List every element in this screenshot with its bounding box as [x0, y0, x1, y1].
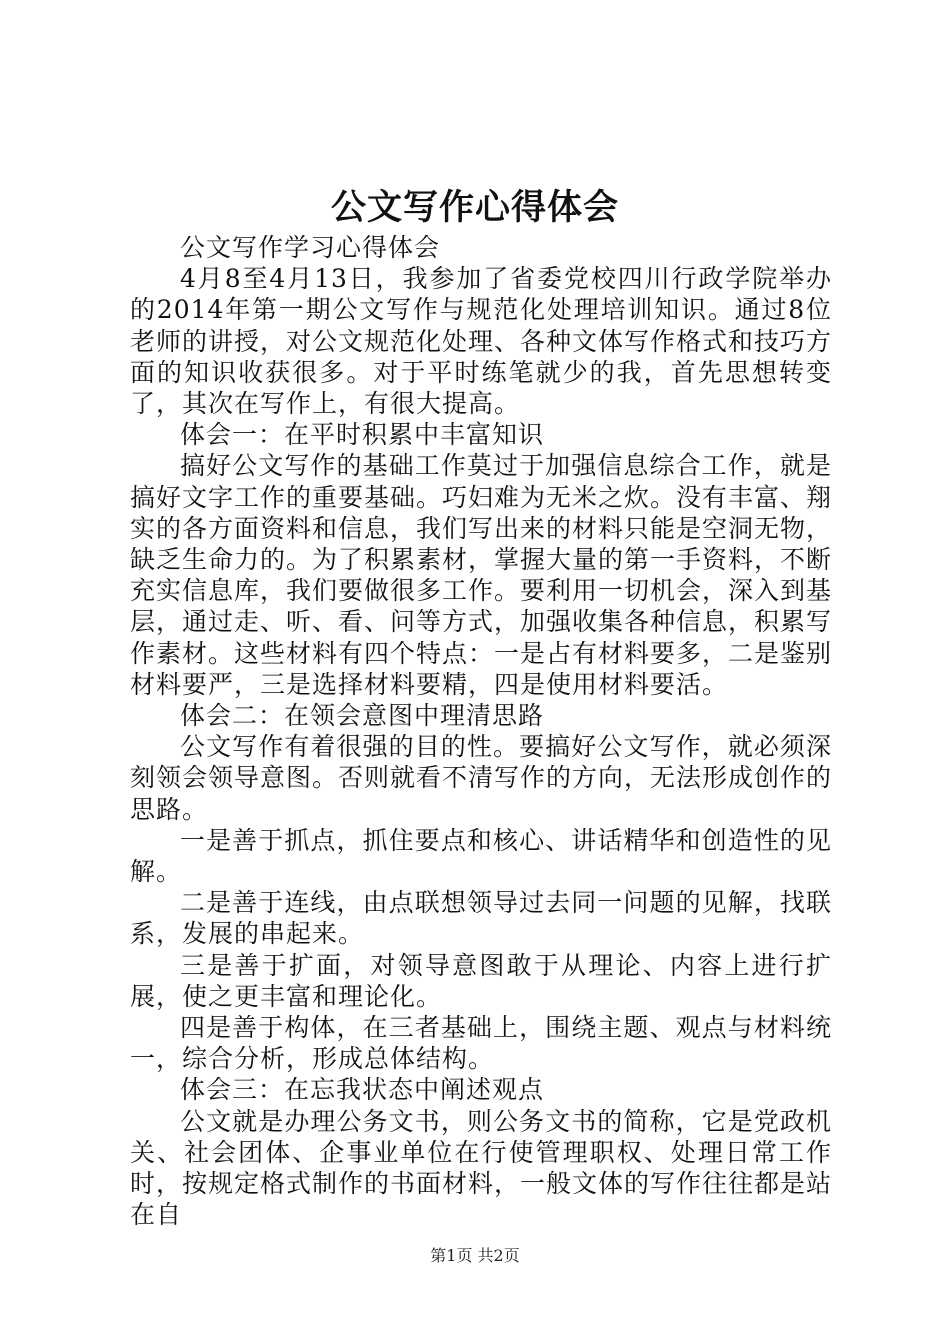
point-three-paragraph: 三是善于扩面，对领导意图敢于从理论、内容上进行扩展，使之更丰富和理论化。	[130, 950, 832, 1011]
point-one-paragraph: 一是善于抓点，抓住要点和核心、讲话精华和创造性的见解。	[130, 825, 832, 887]
section-heading-one: 体会一：在平时积累中丰富知识	[180, 420, 545, 450]
document-title: 公文写作心得体会	[330, 187, 619, 228]
section-one-paragraph: 搞好公文写作的基础工作莫过于加强信息综合工作，就是搞好文字工作的重要基础。巧妇难为无米之炊。没有丰富、翔实的各方面资料和信息，我们写出来的材料只能是空洞无物，缺乏生命力的。为了积累素材，掌握大量的第一手资料，不断充实信息库，我们要做很多工作。要利用一切机会，深入到基层，通过走、听、看、问等方式，加强收集各种信息，积累写作素材。这些材料有四个特点：一是占有材料要多，二是鉴别材料要严，三是选择材料要精，四是使用材料要活。	[130, 451, 833, 699]
subtitle-paragraph: 公文写作学习心得体会	[180, 233, 441, 262]
page-footer: 第1页 共2页	[430, 1246, 520, 1265]
section-three-paragraph: 公文就是办理公务文书，则公务文书的简称，它是党政机关、社会团体、企事业单位在行使管理职权、处理日常工作时，按规定格式制作的书面材料，一般文体的写作往往都是站在自	[130, 1106, 833, 1230]
intro-paragraph: 4月8至4月13日，我参加了省委党校四川行政学院举办的2014年第一期公文写作与规范化处理培训知识。通过8位老师的讲授，对公文规范化处理、各种文体写作格式和技巧方面的知识收获很多。对于平时练笔就少的我，首先思想转变了，其次在写作上，有很大提高。	[130, 264, 833, 419]
point-four-paragraph: 四是善于构体，在三者基础上，围绕主题、观点与材料统一，综合分析，形成总体结构。	[130, 1013, 832, 1074]
document-body	[130, 232, 832, 1231]
section-two-paragraph: 公文写作有着很强的目的性。要搞好公文写作，就必须深刻领会领导意图。否则就看不清写作的方向，无法形成创作的思路。	[130, 732, 833, 824]
point-two-paragraph: 二是善于连线，由点联想领导过去同一问题的见解，找联系，发展的串起来。	[130, 888, 832, 949]
section-heading-two: 体会二：在领会意图中理清思路	[180, 701, 545, 731]
section-heading-three: 体会三：在忘我状态中阐述观点	[180, 1075, 545, 1105]
